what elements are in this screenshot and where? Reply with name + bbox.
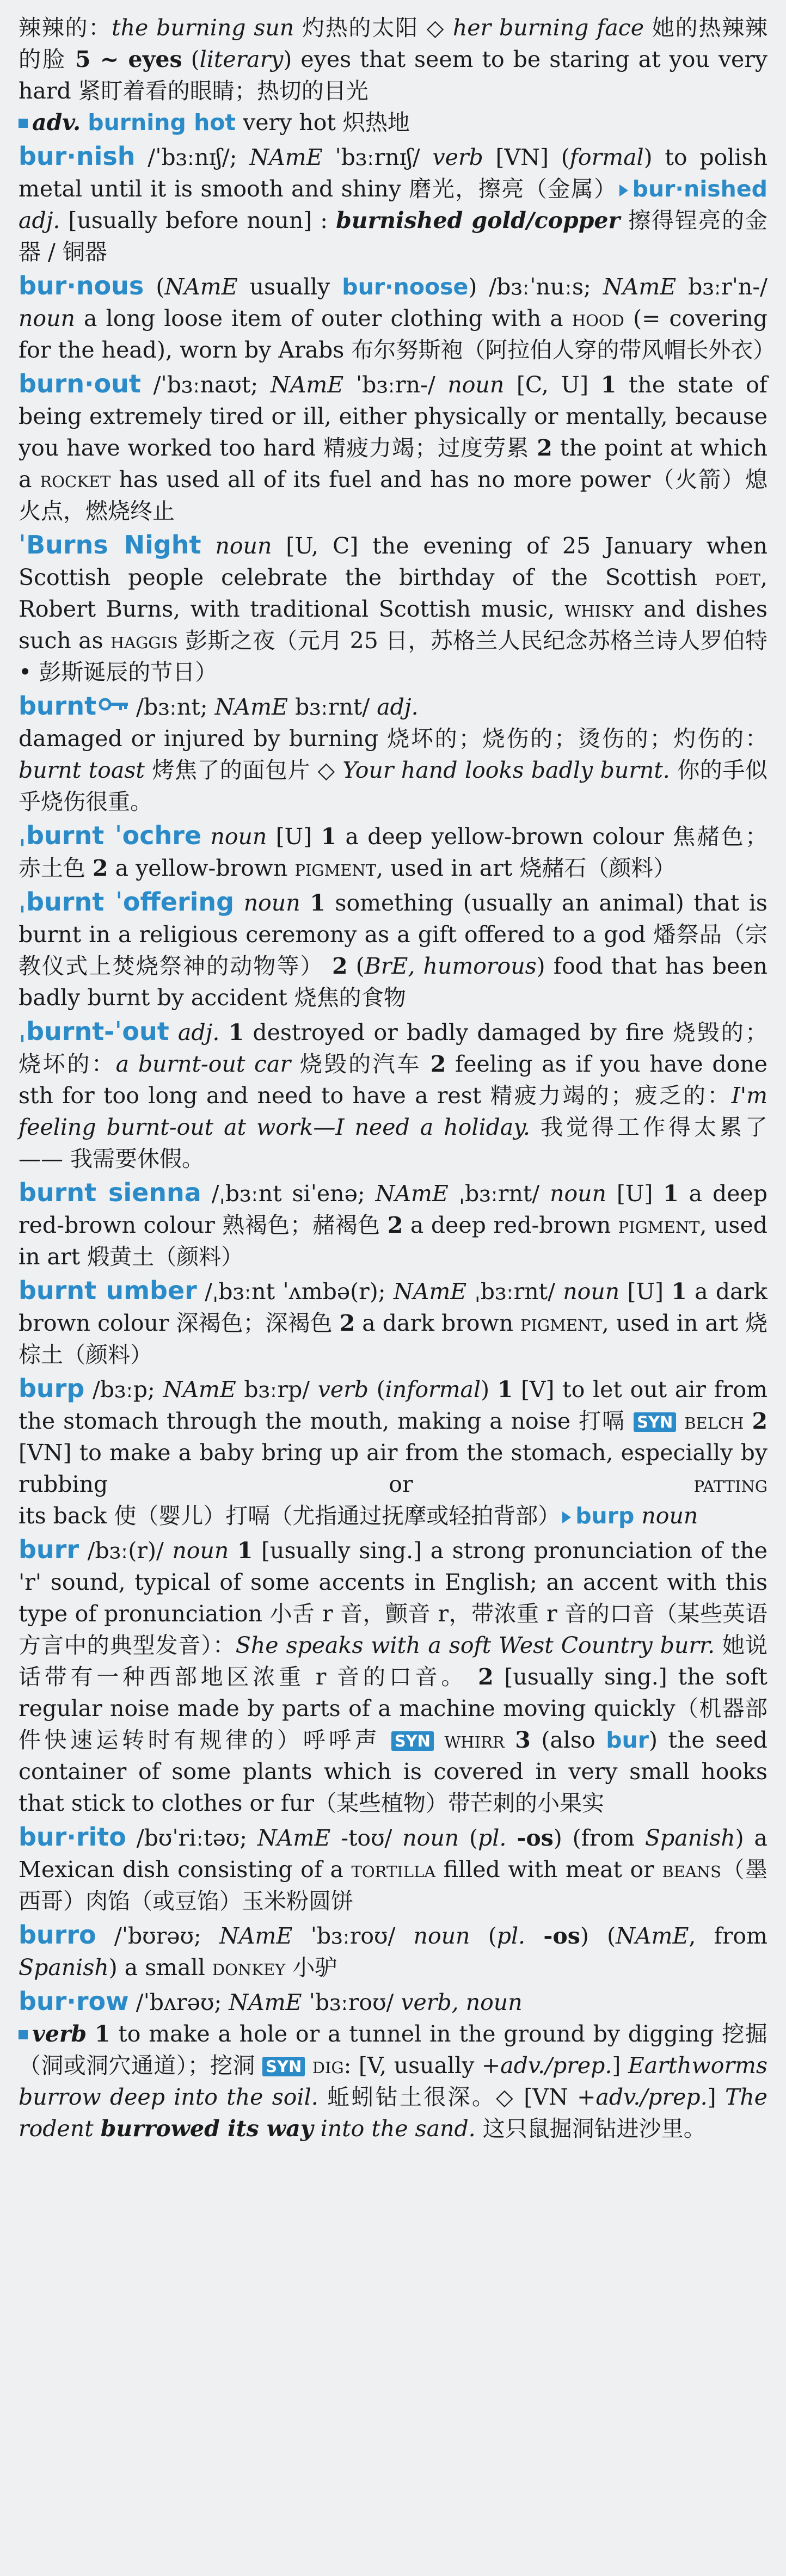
label-name: NAmE (393, 1278, 467, 1305)
definition: [V] to let out air from the stomach through the mouth, making a noise 打嗝 (19, 1376, 767, 1434)
text: , from (689, 1923, 767, 1949)
pron: /ˌbɜːnt siˈenə; (201, 1181, 376, 1207)
sense-number: 2 (331, 953, 348, 979)
space (219, 1019, 228, 1046)
space (525, 1923, 543, 1949)
example: the burning sun (112, 15, 294, 41)
definition: ) a Mexican dish consisting of a (19, 1825, 767, 1883)
gloss: 这只鼠掘洞钻进沙里。 (475, 2116, 706, 2142)
gloss: 烤焦了的面包片 ◇ (144, 757, 343, 783)
headword: bur·nish (19, 142, 136, 171)
grammar: [VN] ( (483, 144, 570, 170)
definition: (also (530, 1727, 606, 1753)
pos-label: noun (447, 372, 505, 398)
pos-label: verb (432, 144, 483, 170)
pron: ) /bɜːˈnuːs; (468, 274, 603, 300)
definition: a deep yellow-brown colour 焦赭色；赤土色 (19, 823, 767, 881)
definition: [usually sing.] the soft regular noise made by parts of a machine moving quickly（机器部件快速运转时有规律的）呼呼声 (19, 1664, 768, 1753)
gloss: 辣辣的： (19, 15, 112, 41)
pos-label: verb (317, 1376, 369, 1403)
pron: -toʊ/ (330, 1825, 403, 1851)
text: usually (237, 274, 342, 300)
sense-idiom: 5 ~ eyes (75, 46, 182, 72)
pos-label: adj. (377, 694, 419, 720)
pos-label: noun (563, 1278, 620, 1305)
pos-label: verb, noun (401, 1989, 523, 2015)
plural-form: -os (543, 1923, 580, 1949)
sense-number: 2 (430, 1051, 446, 1077)
example: her burning face (452, 15, 644, 41)
label-name: NAmE (164, 274, 238, 300)
sense-number: 2 (478, 1664, 494, 1690)
headword: burp (19, 1374, 85, 1403)
paren: ( (368, 1376, 385, 1403)
pron: /ˈbɜːnaʊt; (140, 372, 271, 398)
example: a burnt-out car (115, 1051, 291, 1077)
pron: bɜːrp/ (236, 1376, 318, 1403)
definition: [usually sing.] a strong pronunciation of the 'r' sound, typical of some accents in English; an accent with this type of pronunciation 小舌 r 音，颤音 r，带浓重 r 音的口音（某些英语方言中的典型发音）： (19, 1538, 767, 1658)
pron: bɜːrˈn-/ (676, 274, 767, 300)
cross-ref: pigment (294, 855, 377, 881)
definition: ) eyes that seem to be staring at you very hard 紧盯着看的眼睛；热切的目光 (19, 46, 768, 104)
triangle-arrow-icon (562, 1511, 571, 1523)
paren: ( (470, 1923, 497, 1949)
triangle-arrow-icon (619, 185, 628, 196)
example: burnished gold/copper (336, 207, 621, 233)
example-collocation: burrowed its way (100, 2116, 314, 2142)
synonym: belch (684, 1408, 744, 1434)
paren: ( (459, 1825, 478, 1851)
definition: damaged or injured by burning 烧坏的；烧伤的；烫伤的；灼伤的： (19, 726, 767, 752)
space (300, 890, 310, 916)
grammar-pattern: +adv./prep. (481, 2052, 612, 2079)
pron: ˌbɜːrnt/ (448, 1181, 550, 1207)
cross-ref: rocket (40, 466, 111, 493)
definition: a long loose item of outer clothing with a (75, 305, 572, 331)
sense-number: 1 (671, 1278, 687, 1305)
sense-number: 3 (515, 1727, 531, 1753)
label-name: NAmE (219, 1923, 293, 1949)
entry-burning-continued (19, 12, 767, 138)
example: I'm feeling burnt-out at work—I need a holiday. (19, 1083, 767, 1140)
register-label: informal (385, 1376, 481, 1403)
entry-burrow (19, 1985, 767, 2144)
sense-number: 2 (93, 855, 108, 881)
space (234, 890, 244, 916)
definition: ) a small (108, 1954, 212, 1981)
gloss: 她的热辣辣的脸 (19, 15, 767, 72)
sense-number: 1 (237, 1538, 253, 1564)
definition: a dark brown colour 深褐色；深褐色 (19, 1278, 767, 1336)
definition: has used all of its fuel and has no more power（火箭）熄火点，燃烧终止 (19, 466, 767, 524)
headword: burnt (19, 691, 97, 721)
cross-ref: beans (662, 1856, 722, 1883)
label-name: NAmE (214, 694, 288, 720)
pron: bɜːrnt/ (287, 694, 377, 720)
definition: something (usually an animal) that is burnt in a religious ceremony as a gift offered to a god 燔祭品（宗教仪式上焚烧祭神的动物等） (19, 890, 767, 979)
gloss: 你的手似乎烧伤很重。 (19, 757, 767, 815)
gloss: 我觉得工作得太累了 —— 我需要休假。 (19, 1114, 767, 1172)
entry-burnish (19, 140, 767, 268)
pron: /bʊˈriːtəʊ; (126, 1825, 257, 1851)
definition: , used in art 烧赭石（颜料） (376, 855, 676, 881)
space (676, 1408, 684, 1434)
sense-number: 2 (339, 1310, 355, 1336)
register-label: formal (569, 144, 644, 170)
headword: bur·row (19, 1987, 129, 2016)
derived-headword: bur·nished (632, 176, 767, 202)
pos-label: noun (550, 1181, 606, 1207)
definition: ) to polish metal until it is smooth and shiny 磨光，擦亮（金属） (19, 144, 767, 202)
gloss: 彭斯之夜（元月 25 日，苏格兰人民纪念苏格兰诗人罗伯特 • 彭斯诞辰的节日） (19, 628, 767, 685)
grammar: [usually before noun] : (60, 207, 336, 233)
label-name: NAmE (375, 1181, 449, 1207)
cross-ref: hood (572, 305, 624, 331)
variant-headword: bur·noose (342, 274, 469, 300)
grammar-label: pl. (496, 1923, 526, 1949)
sense-number: 2 (752, 1408, 767, 1434)
grammar-label: pl. (478, 1825, 507, 1851)
space (201, 533, 216, 559)
headword: burn·out (19, 369, 141, 398)
pos-label: adj. (177, 1019, 220, 1046)
synonym-badge: SYN (391, 1731, 434, 1751)
entry-burnous (19, 270, 776, 366)
key-icon (99, 697, 129, 711)
sense-number: 1 (663, 1181, 679, 1207)
cross-ref: donkey (212, 1954, 286, 1981)
definition: the state of being extremely tired or ill, either physically or mentally, because you have worked too hard 精疲力竭；过度劳累 (19, 372, 767, 461)
definition: [VN] to make a baby bring up air from the stomach, especially by rubbing or (19, 1440, 767, 1497)
paren: ( (191, 46, 200, 72)
cross-ref: poet (715, 564, 760, 591)
square-bullet-icon (19, 119, 28, 128)
paren: ) ( (580, 1923, 616, 1949)
definition: the point at which a (19, 435, 767, 493)
gloss: 小驴 (285, 1954, 337, 1981)
space (229, 1538, 237, 1564)
space (305, 2052, 312, 2079)
space (506, 1825, 517, 1851)
grammar-pattern: +adv./prep. (577, 2084, 708, 2110)
register-label: BrE, humorous (364, 953, 537, 979)
space (169, 1019, 178, 1046)
sense-number: 1 (600, 372, 617, 398)
headword: bur·nous (19, 271, 144, 300)
register-label: literary (199, 46, 284, 72)
gloss: 擦得锃亮的金器 / 铜器 (19, 207, 767, 265)
grammar: ] (707, 2084, 725, 2110)
entry-burnt-sienna (19, 1177, 767, 1272)
label-name: NAmE (270, 372, 344, 398)
label-name: NAmE (229, 1989, 302, 2015)
pos-label: adv. (32, 109, 81, 136)
space (434, 1727, 445, 1753)
grammar: ] (612, 2052, 628, 2079)
derived-headword: burning hot (88, 109, 236, 136)
plural-form: -os (517, 1825, 554, 1851)
synonym: whirr (444, 1727, 505, 1753)
definition: [U, C] the evening of 25 January when Scottish people celebrate the birthday of the Scottish (19, 533, 767, 591)
space (201, 823, 210, 850)
pron: /bɜːp; (84, 1376, 163, 1403)
entry-burro (19, 1919, 767, 1983)
sense-number: 1 (310, 890, 326, 916)
space (505, 1727, 515, 1753)
paren: ) (from (553, 1825, 645, 1851)
entry-burnout (19, 368, 767, 527)
label-name: NAmE (257, 1825, 331, 1851)
pos-label: adj. (19, 207, 60, 233)
variant-headword: bur (606, 1727, 649, 1753)
definition: destroyed or badly damaged by fire 烧毁的；烧坏的： (19, 1019, 767, 1077)
origin-label: Spanish (644, 1825, 735, 1851)
pron: ˈbɜːrn-/ (343, 372, 448, 398)
example: She speaks with a soft West Country burr. (235, 1632, 715, 1658)
pos-label: noun (19, 305, 75, 331)
cross-ref: haggis (110, 628, 178, 654)
sense-number: 1 (321, 823, 337, 850)
grammar: [U] (606, 1181, 664, 1207)
entry-burnt-umber (19, 1275, 767, 1370)
gloss: 灼热的太阳 ◇ (302, 15, 445, 41)
pos-label: noun (641, 1503, 698, 1529)
entry-burns-night (19, 529, 767, 688)
pron: /ˌbɜːnt ˈʌmbə(r); (196, 1278, 394, 1305)
pron: /ˈbʌrəʊ; (128, 1989, 229, 2015)
pron: /ˈbʊrəʊ; (96, 1923, 220, 1949)
definition: a deep red-brown (403, 1212, 618, 1238)
entry-burnt-offering (19, 886, 767, 1013)
cross-ref: pigment (520, 1310, 602, 1336)
definition: , used in art 烧棕土（颜料） (19, 1310, 767, 1368)
sense-number: 1 (228, 1019, 244, 1046)
definition: a dark brown (355, 1310, 521, 1336)
definition: and dishes such as (19, 596, 767, 654)
paren: ) (481, 1376, 498, 1403)
pron: ˈbɜːroʊ/ (302, 1989, 401, 2015)
label-name: NAmE (163, 1376, 236, 1403)
definition: feeling as if you have done sth for too long and need to have a rest 精疲力竭的；疲乏的： (19, 1051, 767, 1109)
origin-label: Spanish (19, 1954, 109, 1981)
headword: ˈBurns Night (19, 530, 201, 560)
sense-number: 2 (387, 1212, 403, 1238)
synonym-badge: SYN (634, 1412, 676, 1432)
example: burnt toast (19, 757, 145, 783)
pron: ˈbɜːroʊ/ (292, 1923, 414, 1949)
pos-label: noun (210, 823, 267, 850)
definition: , used in art 煅黄土（颜料） (19, 1212, 767, 1270)
definition: (= covering for the head), worn by Arabs 布尔努斯袍（阿拉伯人穿的带风帽长外衣） (19, 305, 776, 363)
entry-burnt (19, 690, 767, 817)
sense-number: 1 (497, 1376, 513, 1403)
example: Earthworms burrow deep into the soil. (19, 2052, 767, 2110)
definition: a deep red-brown colour 熟褐色；赭褐色 (19, 1181, 768, 1238)
space (744, 1408, 752, 1434)
cross-ref: tortilla (351, 1856, 436, 1883)
example: The rodent (19, 2084, 767, 2142)
cross-ref: pigment (618, 1212, 700, 1238)
paren: ( (144, 274, 165, 300)
derived-headword: burp (575, 1503, 635, 1529)
example: Your hand looks badly burnt. (342, 757, 670, 783)
sense-number: 2 (537, 435, 552, 461)
grammar: [U] (619, 1278, 672, 1305)
pron: /ˈbɜːnɪʃ/; (135, 144, 250, 170)
pos-label: verb (32, 2021, 87, 2047)
headword: burnt umber (19, 1276, 197, 1305)
headword: burro (19, 1920, 96, 1950)
headword: ˌburnt ˈoffering (19, 887, 235, 917)
definition: ) the seed container of some plants which is covered in very small hooks that stick to clothes or fur（某些植物）带芒刺的小果实 (19, 1727, 768, 1816)
definition: its back 使（婴儿）打嗝（尤指通过抚摩或轻拍背部） (19, 1503, 561, 1529)
gloss: 她说话带有一种西部地区浓重 r 音的口音。 (19, 1632, 767, 1690)
entry-burnt-ochre (19, 820, 767, 884)
pos-label: noun (172, 1538, 229, 1564)
grammar: [C, U] (504, 372, 601, 398)
pron: ˌbɜːrnt/ (466, 1278, 563, 1305)
pron: ˈbɜːrnɪʃ/ (322, 144, 433, 170)
pos-label: noun (402, 1825, 459, 1851)
entry-burr (19, 1534, 767, 1819)
entry-burp (19, 1373, 767, 1532)
label-name: NAmE (249, 144, 323, 170)
gloss: 烧毁的汽车 (291, 1051, 431, 1077)
example: into the sand. (313, 2116, 476, 2142)
definition: filled with meat or (435, 1856, 662, 1883)
pron: /bɜː(r)/ (79, 1538, 173, 1564)
synonym: dig (312, 2052, 344, 2079)
headword: ˌburnt-ˈout (19, 1017, 169, 1046)
headword: burnt sienna (19, 1178, 201, 1207)
definition: very hot 炽热地 (243, 109, 410, 136)
definition: to make a hole or a tunnel in the ground by digging 挖掘（洞或洞穴通道）；挖洞 (19, 2021, 767, 2079)
grammar: [U] (267, 823, 321, 850)
definition: a yellow-brown (108, 855, 295, 881)
sense-number: 1 (94, 2021, 110, 2047)
pos-label: noun (215, 533, 272, 559)
headword: ˌburnt ˈochre (19, 821, 202, 850)
entry-burrito (19, 1821, 767, 1917)
definition: , Robert Burns, with traditional Scottish music, (19, 564, 767, 622)
cross-ref: patting (693, 1471, 767, 1497)
region-label: NAmE (616, 1923, 689, 1949)
square-bullet-icon (19, 2030, 28, 2039)
headword: bur·rito (19, 1822, 126, 1852)
space (87, 2021, 95, 2047)
pos-label: noun (413, 1923, 470, 1949)
label-name: NAmE (603, 274, 677, 300)
definition: ) food that has been badly burnt by accident 烧焦的食物 (19, 953, 767, 1011)
pron: /bɜːnt; (129, 694, 215, 720)
gloss: （墨西哥）肉馅（或豆馅）玉米粉圆饼 (19, 1856, 767, 1914)
gloss: 蚯蚓钻土很深。◇ [VN (318, 2084, 578, 2110)
grammar: : [V, usually (343, 2052, 482, 2079)
cross-ref: whisky (564, 596, 634, 622)
headword: burr (19, 1535, 79, 1564)
synonym-badge: SYN (262, 2057, 305, 2076)
entry-burnt-out (19, 1016, 767, 1175)
paren: ( (347, 953, 365, 979)
pos-label: noun (243, 890, 300, 916)
